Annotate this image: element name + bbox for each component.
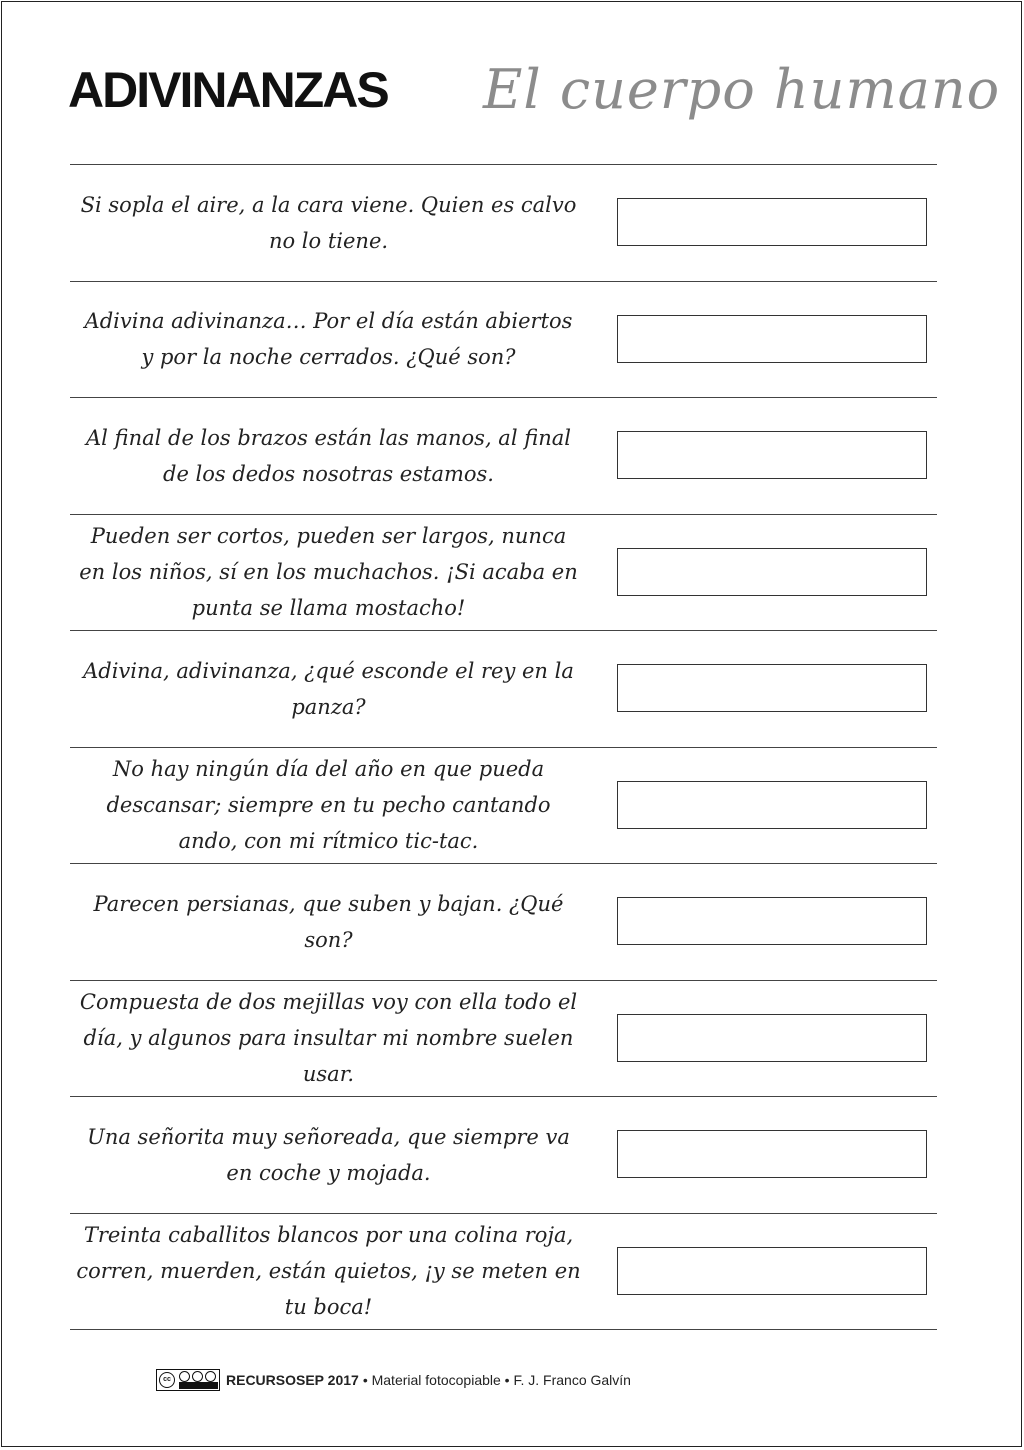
riddle-text: Si sopla el aire, a la cara viene. Quien es calvo no lo tiene. (80, 192, 577, 253)
riddle-row (70, 631, 937, 748)
answer-box[interactable] (617, 1014, 927, 1062)
answer-box[interactable] (617, 1247, 927, 1295)
page-subtitle: El cuerpo humano (483, 58, 1001, 121)
footer (156, 1368, 631, 1392)
creative-commons-icon: cc (156, 1369, 220, 1391)
riddle-text: Adivina, adivinanza, ¿qué esconde el rey en la panza? (83, 658, 574, 719)
answer-box[interactable] (617, 315, 927, 363)
riddle-text: Parecen persianas, que suben y bajan. ¿Qué son? (93, 891, 564, 952)
riddle-row (70, 282, 937, 399)
footer-credits: • Material fotocopiable • F. J. Franco Galvín (362, 1372, 631, 1388)
answer-box[interactable] (617, 198, 927, 246)
answer-box[interactable] (617, 548, 927, 596)
riddle-row (70, 864, 937, 981)
riddle-text: Al final de los brazos están las manos, al final de los dedos nosotras estamos. (86, 425, 571, 486)
riddle-row (70, 398, 937, 515)
answer-box[interactable] (617, 664, 927, 712)
footer-brand: RECURSOSEP 2017 (226, 1372, 359, 1388)
page-title: ADIVINANZAS (68, 62, 388, 118)
riddle-row (70, 1214, 937, 1331)
answer-box[interactable] (617, 1130, 927, 1178)
riddle-row (70, 515, 937, 632)
answer-box[interactable] (617, 781, 927, 829)
riddle-text: Compuesta de dos mejillas voy con ella todo el día, y algunos para insultar mi nombre suelen usar. (79, 990, 578, 1087)
answer-box[interactable] (617, 431, 927, 479)
riddle-row (70, 981, 937, 1098)
riddle-list (70, 164, 937, 1330)
riddle-text: Pueden ser cortos, pueden ser largos, nunca en los niños, sí en los muchachos. ¡Si acaba en punta se llama mostacho! (79, 524, 578, 621)
riddle-row (70, 1097, 937, 1214)
riddle-row (70, 165, 937, 282)
riddle-text: Una señorita muy señoreada, que siempre va en coche y mojada. (87, 1124, 570, 1185)
riddle-text: Adivina adivinanza… Por el día están abiertos y por la noche cerrados. ¿Qué son? (84, 309, 573, 370)
answer-box[interactable] (617, 897, 927, 945)
riddle-text: Treinta caballitos blancos por una colina roja, corren, muerden, están quietos, ¡y se meten en tu boca! (76, 1223, 581, 1320)
riddle-text: No hay ningún día del año en que pueda descansar; siempre en tu pecho cantando ando, con mi rítmico tic-tac. (106, 757, 551, 854)
riddle-row (70, 748, 937, 865)
